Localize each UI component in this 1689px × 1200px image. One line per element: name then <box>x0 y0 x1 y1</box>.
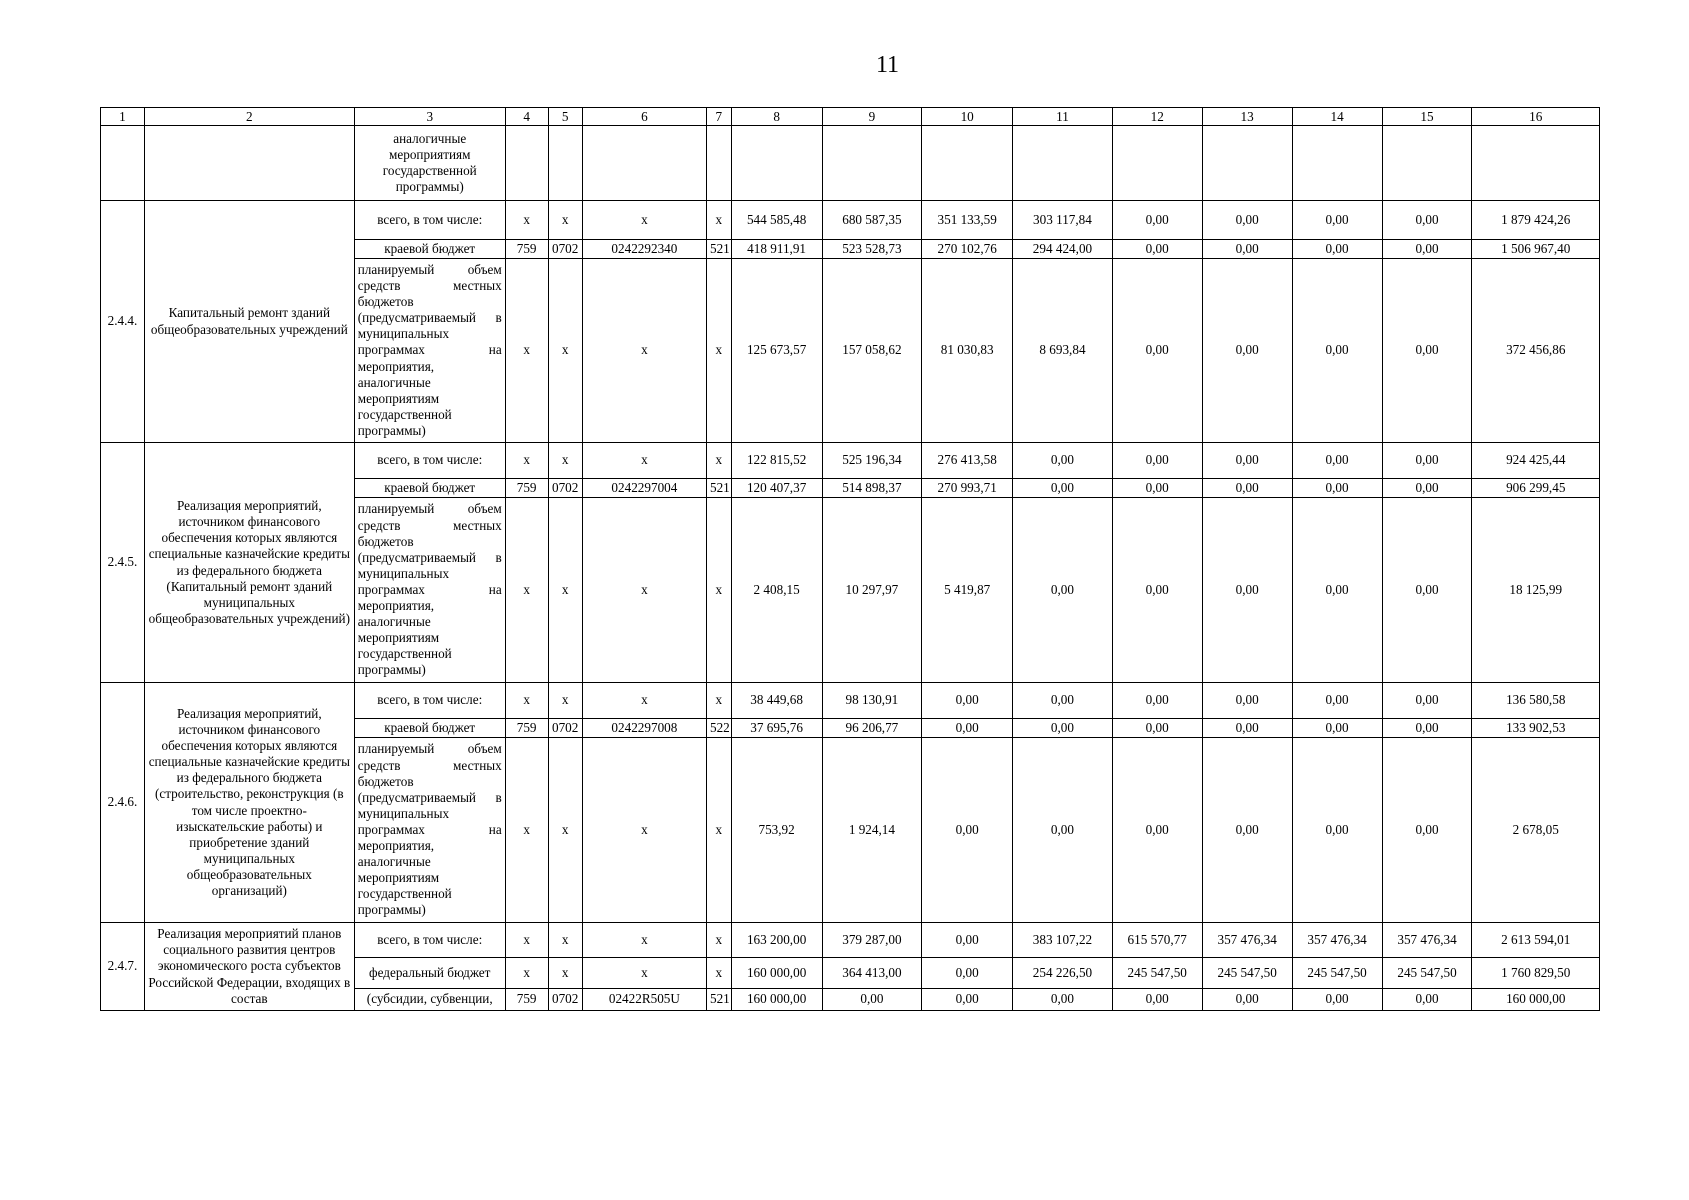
expense-type: 521 <box>706 989 731 1011</box>
blank-cell <box>101 126 145 201</box>
measure-name: Капитальный ремонт зданий общеобразовательных учреждений <box>144 201 354 443</box>
funding-source: краевой бюджет <box>354 479 505 498</box>
blank-cell <box>1112 126 1202 201</box>
column-number: 8 <box>731 108 822 126</box>
funding-source: краевой бюджет <box>354 719 505 738</box>
column-number-row <box>101 108 1600 126</box>
year-value: 160 000,00 <box>731 958 822 989</box>
year-value: 0,00 <box>1013 738 1113 923</box>
total-value: 924 425,44 <box>1472 443 1600 479</box>
year-value: 254 226,50 <box>1013 958 1113 989</box>
year-value: 245 547,50 <box>1112 958 1202 989</box>
year-value: 0,00 <box>1202 201 1292 240</box>
year-value: 753,92 <box>731 738 822 923</box>
year-value: 0,00 <box>1112 201 1202 240</box>
section-code: x <box>548 498 582 683</box>
year-value: 525 196,34 <box>822 443 922 479</box>
expense-type: x <box>706 923 731 958</box>
column-number: 4 <box>505 108 548 126</box>
year-value: 0,00 <box>922 923 1013 958</box>
total-value: 1 879 424,26 <box>1472 201 1600 240</box>
year-value: 0,00 <box>1382 201 1472 240</box>
funding-source: всего, в том числе: <box>354 201 505 240</box>
year-value: 0,00 <box>1202 989 1292 1011</box>
expense-type: x <box>706 443 731 479</box>
year-value: 680 587,35 <box>822 201 922 240</box>
grbs-code: x <box>505 498 548 683</box>
funding-source: федеральный бюджет <box>354 958 505 989</box>
table-row <box>101 201 1600 240</box>
year-value: 0,00 <box>1202 479 1292 498</box>
year-value: 0,00 <box>1382 240 1472 259</box>
grbs-code: x <box>505 201 548 240</box>
expense-type: x <box>706 201 731 240</box>
section-code: 0702 <box>548 240 582 259</box>
year-value: 270 102,76 <box>922 240 1013 259</box>
year-value: 245 547,50 <box>1382 958 1472 989</box>
year-value: 96 206,77 <box>822 719 922 738</box>
year-value: 0,00 <box>1013 443 1113 479</box>
target-article: x <box>582 923 706 958</box>
column-number: 6 <box>582 108 706 126</box>
year-value: 0,00 <box>1382 683 1472 719</box>
year-value: 37 695,76 <box>731 719 822 738</box>
year-value: 0,00 <box>1112 683 1202 719</box>
year-value: 357 476,34 <box>1292 923 1382 958</box>
year-value: 0,00 <box>1112 479 1202 498</box>
expense-type: 521 <box>706 479 731 498</box>
year-value: 615 570,77 <box>1112 923 1202 958</box>
column-number: 10 <box>922 108 1013 126</box>
year-value: 0,00 <box>1112 738 1202 923</box>
year-value: 0,00 <box>1202 719 1292 738</box>
measure-code: 2.4.6. <box>101 683 145 923</box>
year-value: 357 476,34 <box>1202 923 1292 958</box>
target-article: 0242297008 <box>582 719 706 738</box>
section-code: x <box>548 683 582 719</box>
target-article: x <box>582 498 706 683</box>
section-code: 0702 <box>548 479 582 498</box>
expense-type: x <box>706 683 731 719</box>
section-code: x <box>548 443 582 479</box>
year-value: 0,00 <box>1382 479 1472 498</box>
year-value: 514 898,37 <box>822 479 922 498</box>
table-row <box>101 683 1600 719</box>
funding-source: всего, в том числе: <box>354 443 505 479</box>
total-value: 160 000,00 <box>1472 989 1600 1011</box>
year-value: 0,00 <box>1292 240 1382 259</box>
expense-type: 522 <box>706 719 731 738</box>
year-value: 0,00 <box>1202 738 1292 923</box>
total-value: 133 902,53 <box>1472 719 1600 738</box>
column-number: 16 <box>1472 108 1600 126</box>
total-value: 906 299,45 <box>1472 479 1600 498</box>
column-number: 5 <box>548 108 582 126</box>
year-value: 0,00 <box>1292 479 1382 498</box>
year-value: 0,00 <box>1292 683 1382 719</box>
grbs-code: x <box>505 683 548 719</box>
year-value: 0,00 <box>1013 989 1113 1011</box>
blank-cell <box>922 126 1013 201</box>
year-value: 0,00 <box>922 719 1013 738</box>
column-number: 14 <box>1292 108 1382 126</box>
blank-cell <box>706 126 731 201</box>
total-value: 1 760 829,50 <box>1472 958 1600 989</box>
section-code: x <box>548 958 582 989</box>
blank-cell <box>1013 126 1113 201</box>
target-article: x <box>582 259 706 443</box>
year-value: 0,00 <box>1382 738 1472 923</box>
year-value: 0,00 <box>1112 989 1202 1011</box>
year-value: 294 424,00 <box>1013 240 1113 259</box>
section-code: x <box>548 201 582 240</box>
year-value: 0,00 <box>1292 201 1382 240</box>
year-value: 0,00 <box>1202 443 1292 479</box>
year-value: 276 413,58 <box>922 443 1013 479</box>
year-value: 0,00 <box>1382 498 1472 683</box>
year-value: 418 911,91 <box>731 240 822 259</box>
expense-type: x <box>706 738 731 923</box>
column-number: 2 <box>144 108 354 126</box>
measure-name: Реализация мероприятий, источником финансового обеспечения которых являются специальные казначейские кредиты из федерального бюджета (строительство, реконструкция (в том числе проектно-изыскательские работы) и приобретение зданий муниципальных общеобразовательных организаций) <box>144 683 354 923</box>
year-value: 0,00 <box>922 958 1013 989</box>
year-value: 383 107,22 <box>1013 923 1113 958</box>
expense-type: x <box>706 498 731 683</box>
total-value: 2 613 594,01 <box>1472 923 1600 958</box>
grbs-code: 759 <box>505 989 548 1011</box>
year-value: 0,00 <box>1112 259 1202 443</box>
year-value: 163 200,00 <box>731 923 822 958</box>
funding-source: аналогичные мероприятиям государственной программы) <box>354 126 505 201</box>
section-code: 0702 <box>548 989 582 1011</box>
budget-table <box>100 107 1600 1011</box>
section-code: x <box>548 259 582 443</box>
measures-body <box>101 201 1600 1011</box>
year-value: 357 476,34 <box>1382 923 1472 958</box>
year-value: 0,00 <box>922 738 1013 923</box>
total-value: 1 506 967,40 <box>1472 240 1600 259</box>
year-value: 122 815,52 <box>731 443 822 479</box>
year-value: 0,00 <box>1202 259 1292 443</box>
blank-cell <box>1472 126 1600 201</box>
section-code: 0702 <box>548 719 582 738</box>
target-article: x <box>582 738 706 923</box>
grbs-code: 759 <box>505 719 548 738</box>
column-number: 9 <box>822 108 922 126</box>
continuation-row <box>101 126 1600 201</box>
year-value: 379 287,00 <box>822 923 922 958</box>
year-value: 0,00 <box>1382 259 1472 443</box>
blank-cell <box>144 126 354 201</box>
year-value: 120 407,37 <box>731 479 822 498</box>
funding-source: (субсидии, субвенции, <box>354 989 505 1011</box>
year-value: 0,00 <box>922 683 1013 719</box>
year-value: 0,00 <box>1202 240 1292 259</box>
blank-cell <box>731 126 822 201</box>
year-value: 544 585,48 <box>731 201 822 240</box>
year-value: 125 673,57 <box>731 259 822 443</box>
grbs-code: x <box>505 958 548 989</box>
grbs-code: 759 <box>505 479 548 498</box>
total-value: 136 580,58 <box>1472 683 1600 719</box>
year-value: 0,00 <box>1013 719 1113 738</box>
year-value: 0,00 <box>1292 443 1382 479</box>
year-value: 0,00 <box>1292 498 1382 683</box>
column-number: 15 <box>1382 108 1472 126</box>
table-row <box>101 923 1600 958</box>
grbs-code: x <box>505 443 548 479</box>
year-value: 0,00 <box>1292 719 1382 738</box>
year-value: 0,00 <box>1202 498 1292 683</box>
funding-source: всего, в том числе: <box>354 683 505 719</box>
year-value: 523 528,73 <box>822 240 922 259</box>
funding-source: планируемый объем средств местных бюджетов (предусматриваемый в муниципальных программах на мероприятия, аналогичные мероприятиям государственной программы) <box>354 259 505 443</box>
year-value: 0,00 <box>1382 719 1472 738</box>
year-value: 364 413,00 <box>822 958 922 989</box>
year-value: 0,00 <box>1112 240 1202 259</box>
year-value: 270 993,71 <box>922 479 1013 498</box>
target-article: 0242297004 <box>582 479 706 498</box>
section-code: x <box>548 923 582 958</box>
blank-cell <box>1382 126 1472 201</box>
year-value: 8 693,84 <box>1013 259 1113 443</box>
year-value: 5 419,87 <box>922 498 1013 683</box>
target-article: x <box>582 683 706 719</box>
table-row <box>101 443 1600 479</box>
year-value: 0,00 <box>1292 989 1382 1011</box>
column-number: 1 <box>101 108 145 126</box>
target-article: x <box>582 443 706 479</box>
target-article: x <box>582 201 706 240</box>
year-value: 245 547,50 <box>1292 958 1382 989</box>
year-value: 98 130,91 <box>822 683 922 719</box>
target-article: 0242292340 <box>582 240 706 259</box>
expense-type: x <box>706 259 731 443</box>
total-value: 372 456,86 <box>1472 259 1600 443</box>
year-value: 0,00 <box>1112 498 1202 683</box>
year-value: 0,00 <box>1382 443 1472 479</box>
column-number: 11 <box>1013 108 1113 126</box>
total-value: 18 125,99 <box>1472 498 1600 683</box>
blank-cell <box>822 126 922 201</box>
column-number: 7 <box>706 108 731 126</box>
year-value: 0,00 <box>1292 259 1382 443</box>
year-value: 0,00 <box>1013 479 1113 498</box>
column-number: 13 <box>1202 108 1292 126</box>
year-value: 0,00 <box>1382 989 1472 1011</box>
target-article: 02422R505U <box>582 989 706 1011</box>
measure-name: Реализация мероприятий, источником финансового обеспечения которых являются специальные казначейские кредиты из федерального бюджета (Капитальный ремонт зданий муниципальных общеобразовательных учреждений) <box>144 443 354 683</box>
funding-source: краевой бюджет <box>354 240 505 259</box>
expense-type: 521 <box>706 240 731 259</box>
blank-cell <box>1292 126 1382 201</box>
grbs-code: x <box>505 738 548 923</box>
year-value: 303 117,84 <box>1013 201 1113 240</box>
year-value: 351 133,59 <box>922 201 1013 240</box>
year-value: 0,00 <box>1112 443 1202 479</box>
grbs-code: 759 <box>505 240 548 259</box>
year-value: 10 297,97 <box>822 498 922 683</box>
year-value: 245 547,50 <box>1202 958 1292 989</box>
column-number: 3 <box>354 108 505 126</box>
blank-cell <box>548 126 582 201</box>
year-value: 38 449,68 <box>731 683 822 719</box>
year-value: 0,00 <box>822 989 922 1011</box>
expense-type: x <box>706 958 731 989</box>
total-value: 2 678,05 <box>1472 738 1600 923</box>
year-value: 81 030,83 <box>922 259 1013 443</box>
year-value: 0,00 <box>1013 498 1113 683</box>
year-value: 0,00 <box>1013 683 1113 719</box>
year-value: 0,00 <box>1112 719 1202 738</box>
blank-cell <box>505 126 548 201</box>
year-value: 0,00 <box>1202 683 1292 719</box>
funding-source: всего, в том числе: <box>354 923 505 958</box>
year-value: 157 058,62 <box>822 259 922 443</box>
page-number: 11 <box>875 52 900 78</box>
measure-code: 2.4.7. <box>101 923 145 1011</box>
grbs-code: x <box>505 923 548 958</box>
measure-code: 2.4.4. <box>101 201 145 443</box>
target-article: x <box>582 958 706 989</box>
section-code: x <box>548 738 582 923</box>
column-number: 12 <box>1112 108 1202 126</box>
grbs-code: x <box>505 259 548 443</box>
funding-source: планируемый объем средств местных бюджетов (предусматриваемый в муниципальных программах на мероприятия, аналогичные мероприятиям государственной программы) <box>354 498 505 683</box>
year-value: 2 408,15 <box>731 498 822 683</box>
year-value: 1 924,14 <box>822 738 922 923</box>
year-value: 0,00 <box>1292 738 1382 923</box>
measure-code: 2.4.5. <box>101 443 145 683</box>
year-value: 160 000,00 <box>731 989 822 1011</box>
blank-cell <box>1202 126 1292 201</box>
year-value: 0,00 <box>922 989 1013 1011</box>
funding-source: планируемый объем средств местных бюджетов (предусматриваемый в муниципальных программах на мероприятия, аналогичные мероприятиям государственной программы) <box>354 738 505 923</box>
measure-name: Реализация мероприятий планов социального развития центров экономического роста субъектов Российской Федерации, входящих в состав <box>144 923 354 1011</box>
blank-cell <box>582 126 706 201</box>
